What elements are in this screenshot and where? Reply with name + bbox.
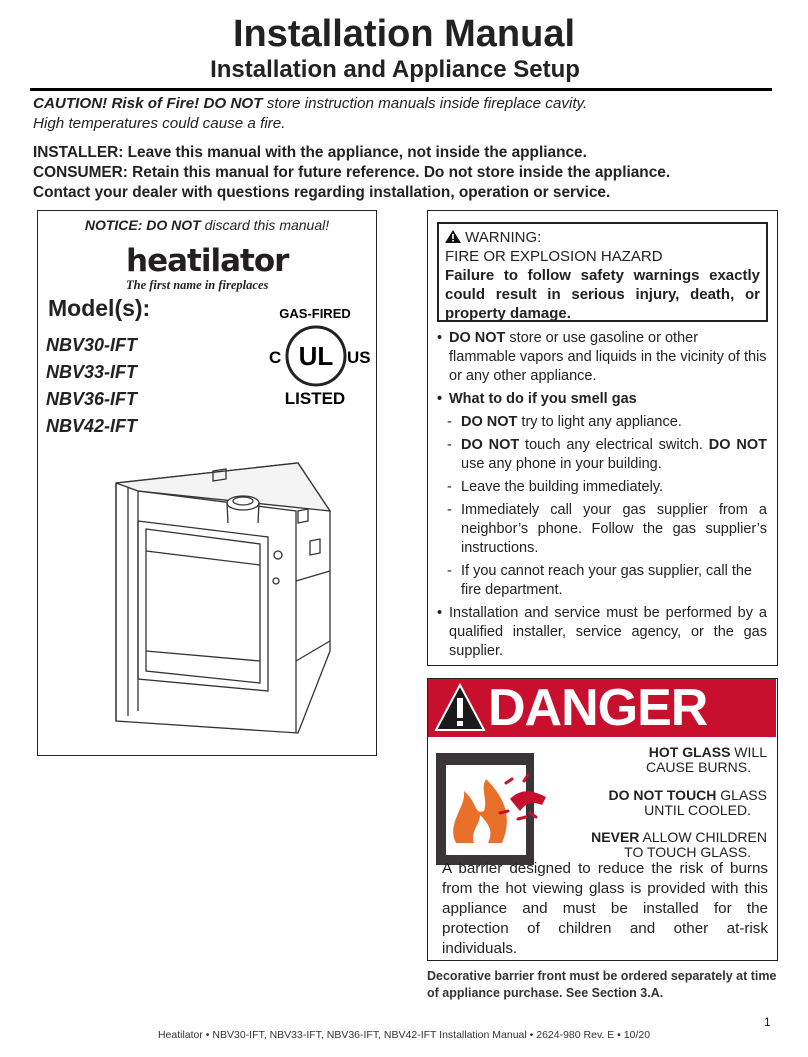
- caution-rest: store instruction manuals inside fireplace cavity.: [262, 95, 588, 112]
- list-item: • Installation and service must be performed by a qualified installer, service agency, or the gas supplier.: [435, 604, 767, 661]
- warning-text: Failure to follow safety warnings exactly could result in serious injury, death, or property damage.: [445, 267, 760, 322]
- models-header: Model(s):: [48, 295, 151, 321]
- warning-header-box: [437, 222, 768, 322]
- contact-instruction: Contact your dealer with questions regarding installation, operation or service.: [33, 184, 611, 201]
- hot-glass-hazard-icon: [436, 753, 550, 865]
- sub-list-item: - Immediately call your gas supplier from a neighbor’s phone. Follow the gas supplier’s instructions.: [435, 501, 767, 558]
- sub-list-item: [435, 413, 767, 432]
- item-text: touch any electrical switch.: [519, 437, 709, 453]
- danger-banner: [428, 679, 776, 737]
- danger-bold: HOT GLASS: [648, 744, 731, 760]
- warning-list: [435, 329, 767, 665]
- sub-list-item: - Leave the building immediately.: [435, 478, 767, 497]
- model-panel: [37, 210, 377, 756]
- model-item: NBV33-IFT: [46, 362, 138, 382]
- model-item: NBV36-IFT: [46, 389, 138, 409]
- danger-line: [609, 788, 767, 803]
- page-number: 1: [764, 1015, 771, 1029]
- danger-line: CAUSE BURNS.: [645, 759, 751, 775]
- barrier-paragraph: A barrier designed to reduce the risk of burns from the hot viewing glass is provided with this appliance and must be installed for the protection of children and other at-risk individuals.: [442, 860, 768, 957]
- installer-instruction: INSTALLER: Leave this manual with the appliance, not inside the appliance.: [33, 144, 587, 161]
- danger-line: [649, 745, 767, 760]
- list-item: [435, 329, 767, 386]
- page-subtitle: Installation and Appliance Setup: [210, 56, 580, 83]
- ul-bottom-text: LISTED: [284, 389, 346, 408]
- instructions-block: [33, 143, 778, 203]
- sub-list-item: - If you cannot reach your gas supplier, call the fire department.: [435, 562, 767, 600]
- ul-top-text: GAS-FIRED: [279, 306, 351, 321]
- danger-panel: [427, 678, 778, 961]
- warning-triangle-icon: [445, 230, 461, 243]
- danger-text: WILL: [730, 744, 767, 760]
- item-bold: DO NOT: [449, 330, 506, 346]
- notice-bold: NOTICE: DO NOT: [84, 217, 201, 233]
- caution-block: [33, 94, 773, 134]
- danger-line: [591, 830, 767, 845]
- item-text: try to light any appliance.: [517, 414, 682, 430]
- hazard-title: FIRE OR EXPLOSION HAZARD: [445, 248, 663, 265]
- ul-left-text: C: [269, 348, 282, 367]
- model-item: NBV42-IFT: [46, 416, 138, 436]
- item-text: use any phone in your building.: [461, 456, 662, 472]
- header-rule: [30, 88, 772, 91]
- danger-word: DANGER: [488, 679, 708, 737]
- gas-smell-heading: • What to do if you smell gas: [435, 390, 767, 409]
- danger-line: UNTIL COOLED.: [644, 802, 751, 818]
- danger-line: TO TOUCH GLASS.: [624, 844, 751, 860]
- warning-label: WARNING:: [465, 229, 542, 246]
- page-footer: Heatilator • NBV30-IFT, NBV33-IFT, NBV36-IFT, NBV42-IFT Installation Manual • 2624-980 Rev. E • 10/20: [157, 1029, 651, 1041]
- item-bold: DO NOT: [461, 414, 518, 430]
- consumer-instruction: CONSUMER: Retain this manual for future reference. Do not store inside the appliance.: [33, 164, 671, 181]
- barrier-note: Decorative barrier front must be ordered separately at time of appliance purchase. See Section 3.A.: [427, 969, 777, 1000]
- model-item: NBV30-IFT: [46, 335, 138, 355]
- caution-line-2: High temperatures could cause a fire.: [33, 115, 286, 132]
- warning-panel: [427, 210, 778, 666]
- notice-text: [38, 217, 376, 233]
- danger-bold: DO NOT TOUCH: [608, 787, 717, 803]
- logo-word: heatilator: [126, 243, 289, 279]
- ul-listed-mark: [263, 303, 373, 409]
- page-title: Installation Manual: [232, 13, 576, 55]
- item-text: store or use gasoline or other flammable vapors and liquids in the vicinity of this or any other appliance.: [449, 330, 767, 384]
- fireplace-illustration: [98, 461, 338, 743]
- danger-triangle-icon: [434, 683, 486, 733]
- warning-label-row: [445, 228, 760, 247]
- notice-rest: discard this manual!: [200, 217, 330, 233]
- item-bold: DO NOT: [461, 437, 520, 453]
- item-bold: DO NOT: [708, 437, 767, 453]
- sub-list-item: [435, 436, 767, 474]
- caution-lead: CAUTION! Risk of Fire! DO NOT: [33, 95, 263, 112]
- danger-text: ALLOW CHILDREN: [639, 829, 767, 845]
- heatilator-logo: [126, 245, 296, 299]
- danger-text: GLASS: [716, 787, 767, 803]
- ul-right-text: US: [347, 348, 371, 367]
- danger-bold: NEVER: [591, 829, 640, 845]
- ul-center-text: UL: [298, 341, 334, 371]
- logo-tagline: The first name in fireplaces: [126, 278, 269, 292]
- caution-line-1: [33, 94, 773, 114]
